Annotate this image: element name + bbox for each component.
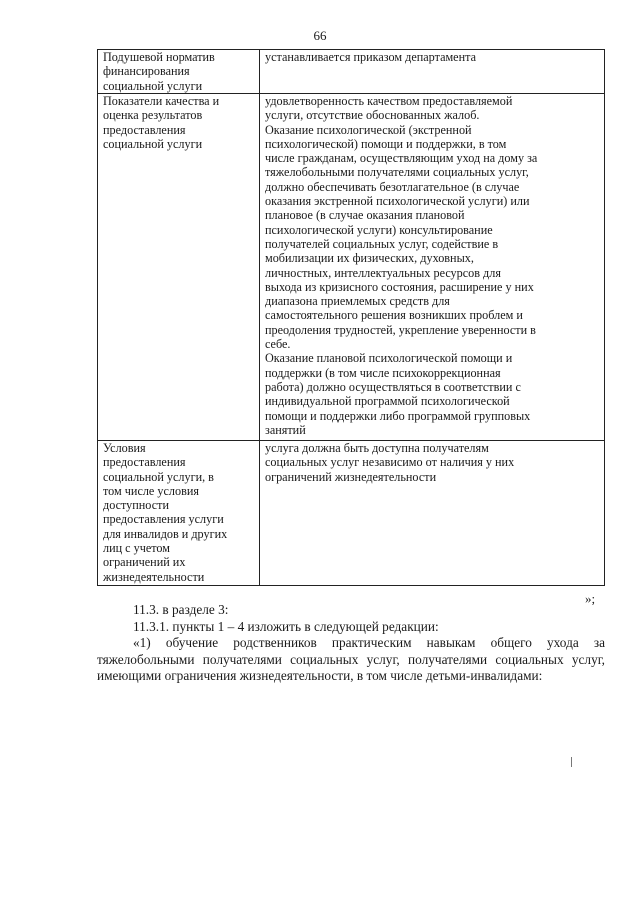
document-body [97, 602, 605, 685]
funding-standard-label: Подушевой норматив финансирования социальной услуги [103, 50, 215, 93]
service-standard-table [97, 49, 605, 586]
closing-quote-mark: »; [585, 591, 596, 606]
paragraph-points-1-4: 11.3.1. пункты 1 – 4 изложить в следующей редакции: [133, 618, 439, 634]
page-number: 66 [313, 28, 327, 43]
table-cell-value [260, 441, 605, 586]
table-cell-value [260, 50, 605, 94]
provision-conditions-value: услуга должна быть доступна получателям социальных услуг независимо от наличия у них ограничений жизнедеятельности [265, 441, 515, 484]
table-cell-label [98, 441, 260, 586]
provision-conditions-label: Условия предоставления социальной услуги, в том числе условия доступности предоставления услуги для инвалидов и других лиц с учетом ограничений их жизнедеятельности [103, 441, 228, 584]
scan-margin-mark [571, 757, 572, 767]
funding-standard-value: устанавливается приказом департамента [265, 50, 477, 64]
paragraph-point-1: «1) обучение родственников практическим навыкам общего ухода за тяжелобольными получателями социальных услуг, получателями социальных услуг, имеющими ограничения жизнедеятельности, в том числе детьми-инвалидами: [97, 635, 605, 683]
paragraph-section-3: 11.3. в разделе 3: [133, 602, 229, 617]
table-cell-label [98, 94, 260, 441]
quality-indicators-label: Показатели качества и оценка результатов предоставления социальной услуги [103, 94, 220, 151]
table-cell-label [98, 50, 260, 94]
quality-indicators-value: удовлетворенность качеством предоставляемой услуги, отсутствие обоснованных жалоб. Оказание психологической (экстренной психологической) помощи и поддержки, в том числе гражданам, осуществляющим уход на дому за тяжелобольными получателями социальных услуг, должно обеспечивать безотлагательное (в случае оказания экстренной психологической услуги) или плановое (в случае оказания плановой психологической услуги) консультирование получателей социальных услуг, содействие в мобилизации их физических, духовных, личностных, интеллектуальных ресурсов для выхода из кризисного состояния, расширение у них диапазона приемлемых средств для самостоятельного решения возникших проблем и преодоления трудностей, укрепление уверенности в себе. Оказание плановой психологической помощи и поддержки (в том числе психокоррекционная работа) должно осуществляться в соответствии с индивидуальной программой психологической помощи и поддержки либо программой групповых занятий [265, 94, 538, 437]
table-cell-value [260, 94, 605, 441]
table-row [98, 50, 605, 94]
table-row [98, 94, 605, 441]
table-row [98, 441, 605, 586]
